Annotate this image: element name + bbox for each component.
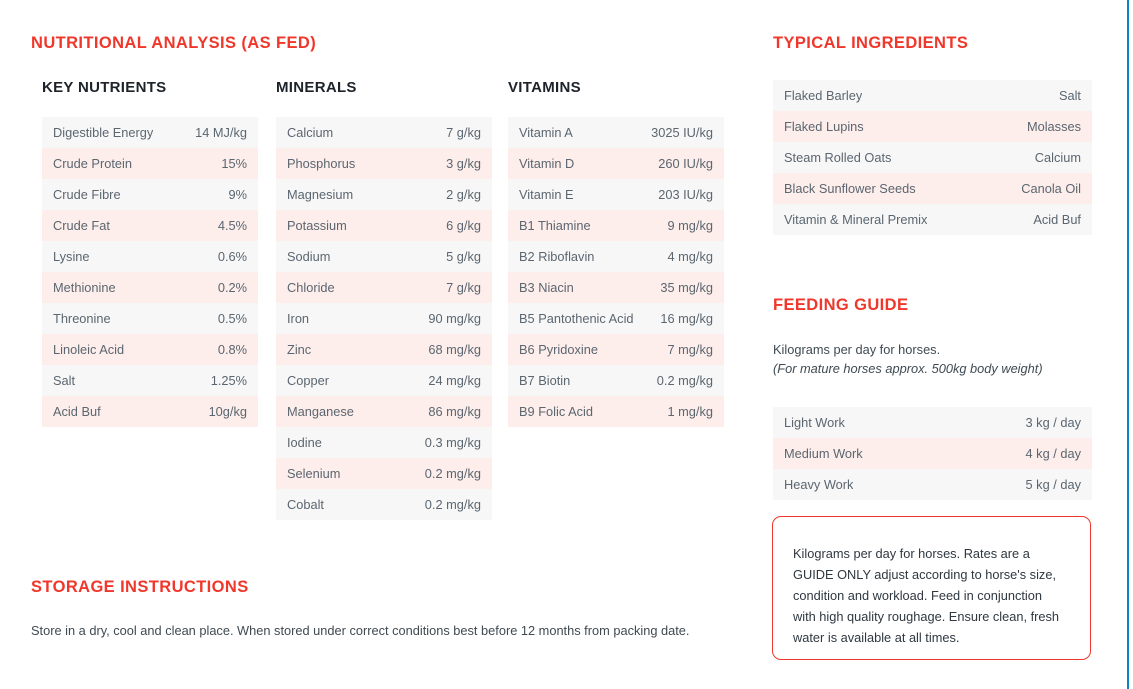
row-label: Heavy Work bbox=[784, 476, 854, 492]
row-label: Iron bbox=[287, 310, 310, 326]
vitamins-rows bbox=[508, 117, 724, 427]
table-row bbox=[276, 117, 492, 148]
row-label: Threonine bbox=[53, 310, 111, 326]
row-value: 0.3 mg/kg bbox=[424, 434, 481, 450]
row-label: Flaked Barley bbox=[784, 88, 863, 104]
feeding-guide-intro-sub: (For mature horses approx. 500kg body weight) bbox=[773, 361, 1043, 377]
storage-instructions-section bbox=[31, 578, 731, 641]
row-label: Phosphorus bbox=[287, 155, 356, 171]
row-label: Potassium bbox=[287, 217, 347, 233]
row-value: 6 g/kg bbox=[446, 217, 481, 233]
typical-ingredients-section bbox=[773, 34, 1092, 235]
row-value: Molasses bbox=[1026, 119, 1081, 135]
key-nutrients-heading: KEY NUTRIENTS bbox=[42, 79, 167, 96]
row-label: Sodium bbox=[287, 248, 331, 264]
row-label: Chloride bbox=[287, 279, 335, 295]
row-value: 16 mg/kg bbox=[660, 310, 713, 326]
row-value: 0.2 mg/kg bbox=[656, 372, 713, 388]
row-value: 15% bbox=[221, 155, 247, 171]
table-row bbox=[276, 303, 492, 334]
row-value: 1.25% bbox=[210, 372, 247, 388]
table-row bbox=[508, 272, 724, 303]
row-value: 3 g/kg bbox=[446, 155, 481, 171]
table-row bbox=[276, 179, 492, 210]
table-row bbox=[773, 142, 1092, 173]
table-row bbox=[276, 210, 492, 241]
row-label: Linoleic Acid bbox=[53, 341, 125, 357]
row-value: 10g/kg bbox=[208, 403, 247, 419]
nutritional-analysis-title: NUTRITIONAL ANALYSIS (AS FED) bbox=[31, 34, 317, 52]
table-row bbox=[773, 407, 1092, 438]
row-label: Acid Buf bbox=[53, 403, 101, 419]
row-value: 7 mg/kg bbox=[667, 341, 713, 357]
row-value: 0.2 mg/kg bbox=[424, 496, 481, 512]
feeding-guide-note-box bbox=[772, 516, 1091, 660]
row-label: Selenium bbox=[287, 465, 341, 481]
minerals-heading: MINERALS bbox=[276, 79, 357, 96]
typical-ingredients-rows bbox=[773, 80, 1092, 235]
row-value: Calcium bbox=[1034, 150, 1081, 166]
row-value: Canola Oil bbox=[1021, 181, 1081, 197]
row-value: 0.2% bbox=[217, 279, 247, 295]
row-label: B6 Pyridoxine bbox=[519, 341, 598, 357]
table-row bbox=[773, 80, 1092, 111]
row-value: 68 mg/kg bbox=[428, 341, 481, 357]
storage-instructions-body: Store in a dry, cool and clean place. When stored under correct conditions best before 12 months from packing date. bbox=[31, 623, 690, 639]
table-row bbox=[508, 179, 724, 210]
table-row bbox=[773, 204, 1092, 235]
table-row bbox=[276, 396, 492, 427]
row-label: Salt bbox=[53, 372, 76, 388]
row-value: 1 mg/kg bbox=[667, 403, 713, 419]
feeding-guide-intro-line: Kilograms per day for horses. bbox=[773, 342, 941, 358]
row-label: Flaked Lupins bbox=[784, 119, 864, 135]
row-label: Iodine bbox=[287, 434, 322, 450]
table-row bbox=[42, 272, 258, 303]
row-value: 0.8% bbox=[217, 341, 247, 357]
table-row bbox=[276, 334, 492, 365]
row-value: Acid Buf bbox=[1033, 212, 1081, 228]
table-row bbox=[276, 148, 492, 179]
row-value: 90 mg/kg bbox=[428, 310, 481, 326]
row-label: B1 Thiamine bbox=[519, 217, 591, 233]
typical-ingredients-title: TYPICAL INGREDIENTS bbox=[773, 34, 969, 52]
row-label: Manganese bbox=[287, 403, 354, 419]
table-row bbox=[42, 117, 258, 148]
row-label: Calcium bbox=[287, 124, 334, 140]
row-value: 9 mg/kg bbox=[667, 217, 713, 233]
table-row bbox=[508, 365, 724, 396]
row-label: Copper bbox=[287, 372, 329, 388]
table-row bbox=[276, 365, 492, 396]
row-label: Vitamin & Mineral Premix bbox=[784, 212, 928, 228]
table-row bbox=[508, 148, 724, 179]
row-label: Crude Fibre bbox=[53, 186, 121, 202]
row-label: Lysine bbox=[53, 248, 90, 264]
table-row bbox=[773, 111, 1092, 142]
table-row bbox=[42, 179, 258, 210]
table-row bbox=[276, 241, 492, 272]
row-value: 3025 IU/kg bbox=[651, 124, 713, 140]
row-label: Digestible Energy bbox=[53, 124, 154, 140]
row-label: Black Sunflower Seeds bbox=[784, 181, 916, 197]
key-nutrients-rows bbox=[42, 117, 258, 427]
feeding-guide-note-text: Kilograms per day for horses. Rates are a GUIDE ONLY adjust according to horse's size, condition and workload. Feed in conjunction with high quality roughage. Ensure clean, fresh water is available at all times. bbox=[793, 546, 1060, 646]
row-label: B3 Niacin bbox=[519, 279, 574, 295]
row-label: Vitamin A bbox=[519, 124, 573, 140]
table-row bbox=[508, 334, 724, 365]
row-value: 24 mg/kg bbox=[428, 372, 481, 388]
table-row bbox=[42, 365, 258, 396]
right-edge-rule bbox=[1127, 0, 1129, 689]
row-label: B5 Pantothenic Acid bbox=[519, 310, 634, 326]
row-value: 260 IU/kg bbox=[658, 155, 713, 171]
table-row bbox=[276, 427, 492, 458]
row-value: 3 kg / day bbox=[1025, 414, 1081, 430]
minerals-rows bbox=[276, 117, 492, 520]
row-value: 14 MJ/kg bbox=[195, 124, 247, 140]
table-row bbox=[276, 458, 492, 489]
table-row bbox=[42, 303, 258, 334]
row-value: 86 mg/kg bbox=[428, 403, 481, 419]
table-row bbox=[42, 210, 258, 241]
table-row bbox=[42, 241, 258, 272]
row-value: 2 g/kg bbox=[446, 186, 481, 202]
table-row bbox=[42, 334, 258, 365]
table-row bbox=[508, 117, 724, 148]
row-label: Methionine bbox=[53, 279, 116, 295]
row-label: Cobalt bbox=[287, 496, 324, 512]
row-label: Vitamin E bbox=[519, 186, 574, 202]
table-row bbox=[276, 489, 492, 520]
row-label: Vitamin D bbox=[519, 155, 575, 171]
row-value: 7 g/kg bbox=[446, 124, 481, 140]
row-value: 0.6% bbox=[217, 248, 247, 264]
row-label: Medium Work bbox=[784, 445, 863, 461]
row-value: 5 g/kg bbox=[446, 248, 481, 264]
key-nutrients-column bbox=[42, 80, 258, 427]
row-value: 4.5% bbox=[217, 217, 247, 233]
row-label: Zinc bbox=[287, 341, 312, 357]
row-value: Salt bbox=[1058, 88, 1081, 104]
row-value: 4 kg / day bbox=[1025, 445, 1081, 461]
row-label: B9 Folic Acid bbox=[519, 403, 593, 419]
row-label: Crude Protein bbox=[53, 155, 132, 171]
minerals-column bbox=[276, 80, 492, 520]
vitamins-column bbox=[508, 80, 724, 427]
feeding-guide-section bbox=[773, 296, 1092, 500]
feeding-guide-title: FEEDING GUIDE bbox=[773, 296, 909, 314]
row-value: 0.5% bbox=[217, 310, 247, 326]
row-label: Crude Fat bbox=[53, 217, 110, 233]
row-value: 0.2 mg/kg bbox=[424, 465, 481, 481]
row-label: B2 Riboflavin bbox=[519, 248, 595, 264]
feeding-guide-rows bbox=[773, 407, 1092, 500]
feeding-guide-intro bbox=[773, 340, 1092, 378]
table-row bbox=[773, 438, 1092, 469]
row-value: 203 IU/kg bbox=[658, 186, 713, 202]
row-label: Magnesium bbox=[287, 186, 354, 202]
row-value: 7 g/kg bbox=[446, 279, 481, 295]
table-row bbox=[773, 173, 1092, 204]
row-label: Light Work bbox=[784, 414, 845, 430]
storage-instructions-title: STORAGE INSTRUCTIONS bbox=[31, 578, 249, 596]
table-row bbox=[508, 241, 724, 272]
table-row bbox=[508, 210, 724, 241]
vitamins-heading: VITAMINS bbox=[508, 79, 581, 96]
table-row bbox=[276, 272, 492, 303]
row-label: Steam Rolled Oats bbox=[784, 150, 892, 166]
table-row bbox=[508, 303, 724, 334]
row-value: 9% bbox=[228, 186, 247, 202]
row-value: 5 kg / day bbox=[1025, 476, 1081, 492]
row-value: 35 mg/kg bbox=[660, 279, 713, 295]
table-row bbox=[508, 396, 724, 427]
table-row bbox=[42, 148, 258, 179]
table-row bbox=[42, 396, 258, 427]
row-value: 4 mg/kg bbox=[667, 248, 713, 264]
row-label: B7 Biotin bbox=[519, 372, 571, 388]
table-row bbox=[773, 469, 1092, 500]
